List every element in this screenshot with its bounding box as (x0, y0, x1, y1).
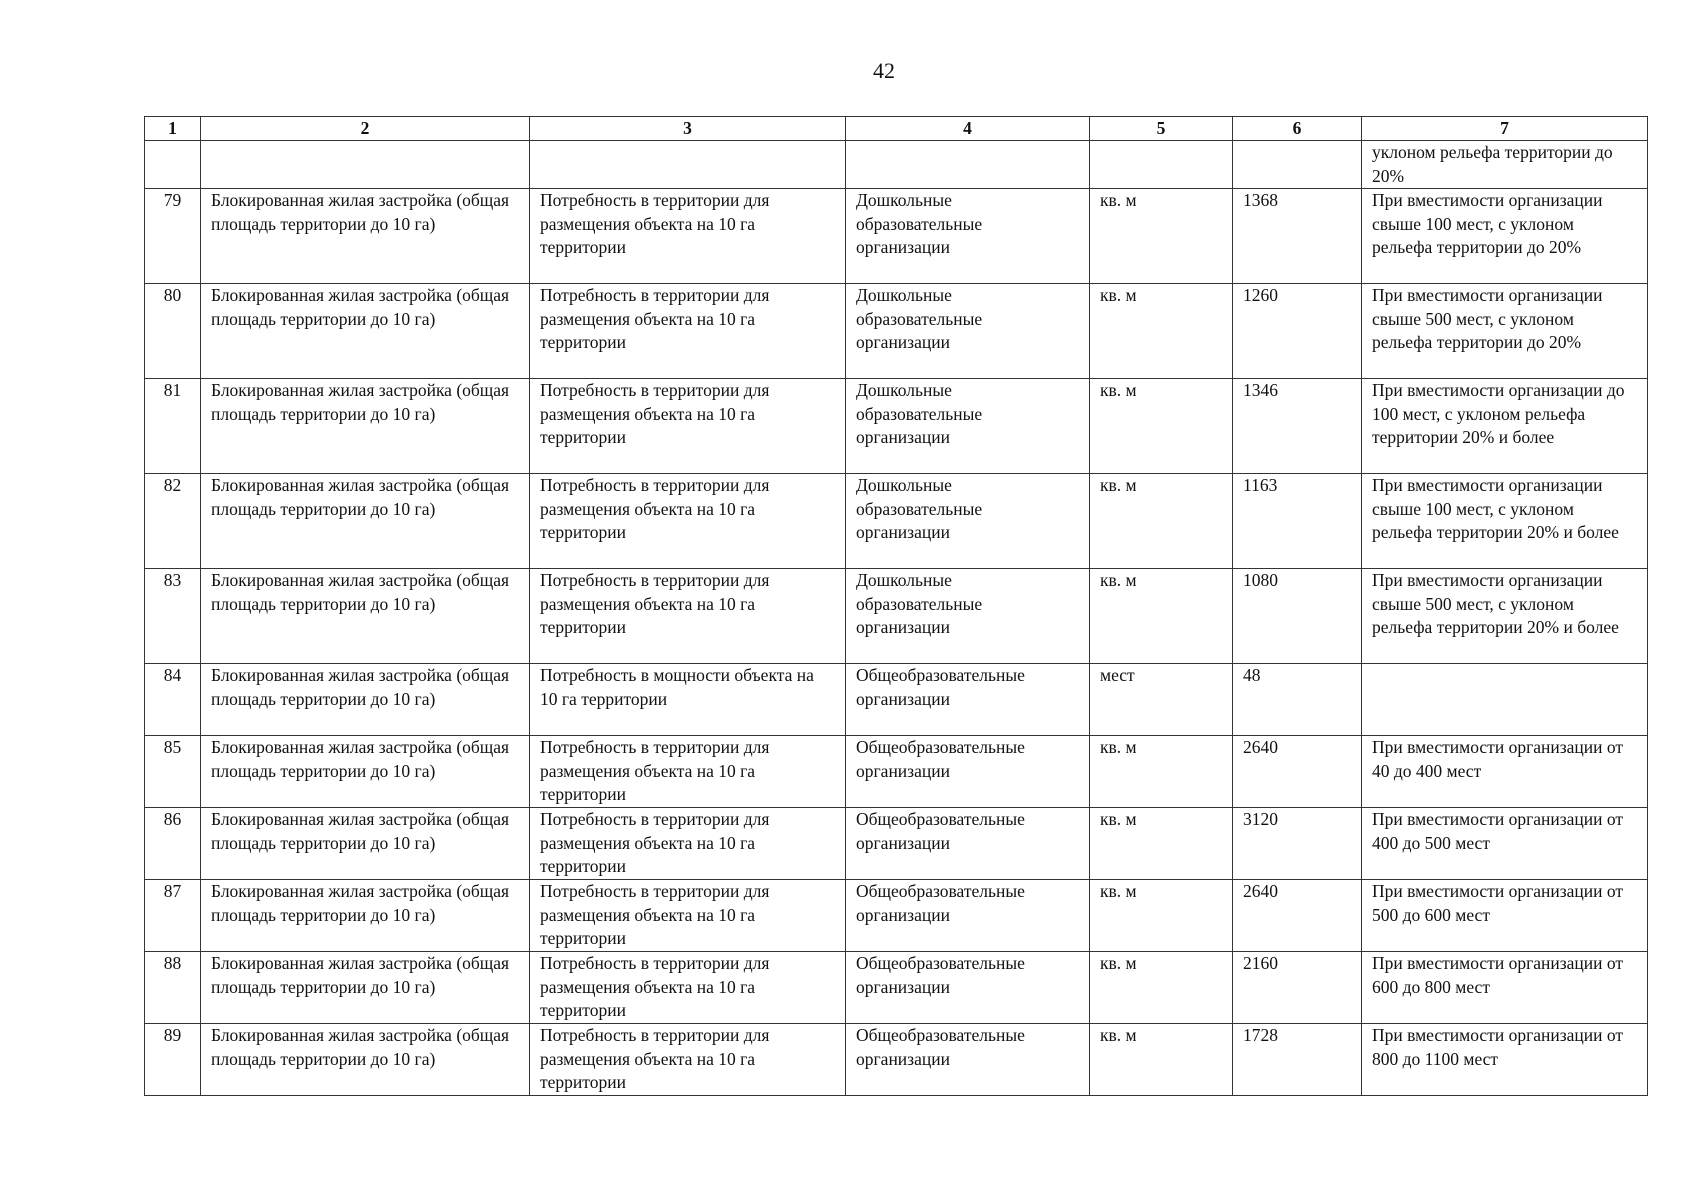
cell-note: При вместимости организации от 40 до 400 мест (1362, 736, 1648, 808)
cell-number: 82 (145, 474, 201, 569)
cell-unit: кв. м (1090, 189, 1233, 284)
cell-value: 1368 (1233, 189, 1362, 284)
cell-value: 1163 (1233, 474, 1362, 569)
cell-note: При вместимости организации свыше 100 мест, с уклоном рельефа территории до 20% (1362, 189, 1648, 284)
cell-indicator (530, 141, 846, 189)
table-row (145, 379, 1648, 474)
cell-development-type: Блокированная жилая застройка (общая площадь территории до 10 га) (201, 736, 530, 808)
header-col-7: 7 (1362, 117, 1648, 141)
table-row (145, 284, 1648, 379)
cell-number: 83 (145, 569, 201, 664)
cell-note: При вместимости организации свыше 500 мест, с уклоном рельефа территории до 20% (1362, 284, 1648, 379)
cell-value: 1728 (1233, 1024, 1362, 1096)
header-col-1: 1 (145, 117, 201, 141)
cell-facility-type: Дошкольные образовательные организации (846, 569, 1090, 664)
cell-value: 3120 (1233, 808, 1362, 880)
cell-facility-type: Дошкольные образовательные организации (846, 379, 1090, 474)
cell-facility-type: Общеобразовательные организации (846, 1024, 1090, 1096)
cell-development-type: Блокированная жилая застройка (общая площадь территории до 10 га) (201, 880, 530, 952)
cell-note: При вместимости организации от 800 до 1100 мест (1362, 1024, 1648, 1096)
cell-number (145, 141, 201, 189)
table-row (145, 736, 1648, 808)
header-col-4: 4 (846, 117, 1090, 141)
cell-unit (1090, 141, 1233, 189)
cell-development-type: Блокированная жилая застройка (общая площадь территории до 10 га) (201, 474, 530, 569)
cell-unit: кв. м (1090, 569, 1233, 664)
header-col-2: 2 (201, 117, 530, 141)
cell-indicator: Потребность в территории для размещения объекта на 10 га территории (530, 736, 846, 808)
cell-facility-type: Общеобразовательные организации (846, 952, 1090, 1024)
cell-number: 79 (145, 189, 201, 284)
cell-facility-type: Дошкольные образовательные организации (846, 474, 1090, 569)
cell-development-type: Блокированная жилая застройка (общая площадь территории до 10 га) (201, 569, 530, 664)
cell-note: При вместимости организации свыше 500 мест, с уклоном рельефа территории 20% и более (1362, 569, 1648, 664)
norms-table (144, 116, 1648, 1096)
cell-note: При вместимости организации до 100 мест, с уклоном рельефа территории 20% и более (1362, 379, 1648, 474)
cell-facility-type: Общеобразовательные организации (846, 664, 1090, 736)
cell-indicator: Потребность в территории для размещения объекта на 10 га территории (530, 808, 846, 880)
page-number: 42 (873, 58, 895, 83)
cell-note: При вместимости организации от 600 до 800 мест (1362, 952, 1648, 1024)
cell-unit: кв. м (1090, 736, 1233, 808)
cell-development-type: Блокированная жилая застройка (общая площадь территории до 10 га) (201, 189, 530, 284)
cell-facility-type: Дошкольные образовательные организации (846, 284, 1090, 379)
table-row-continuation (145, 141, 1648, 189)
cell-value: 2160 (1233, 952, 1362, 1024)
cell-facility-type (846, 141, 1090, 189)
cell-facility-type: Дошкольные образовательные организации (846, 189, 1090, 284)
table-row (145, 880, 1648, 952)
table-row (145, 189, 1648, 284)
cell-number: 81 (145, 379, 201, 474)
cell-development-type: Блокированная жилая застройка (общая площадь территории до 10 га) (201, 808, 530, 880)
cell-development-type (201, 141, 530, 189)
cell-number: 85 (145, 736, 201, 808)
cell-development-type: Блокированная жилая застройка (общая площадь территории до 10 га) (201, 379, 530, 474)
cell-number: 80 (145, 284, 201, 379)
table-row (145, 808, 1648, 880)
cell-value (1233, 141, 1362, 189)
cell-unit: кв. м (1090, 474, 1233, 569)
cell-note: уклоном рельефа территории до 20% (1362, 141, 1648, 189)
cell-unit: кв. м (1090, 379, 1233, 474)
cell-facility-type: Общеобразовательные организации (846, 808, 1090, 880)
table-row (145, 1024, 1648, 1096)
cell-development-type: Блокированная жилая застройка (общая площадь территории до 10 га) (201, 952, 530, 1024)
cell-facility-type: Общеобразовательные организации (846, 736, 1090, 808)
cell-indicator: Потребность в территории для размещения объекта на 10 га территории (530, 569, 846, 664)
cell-indicator: Потребность в территории для размещения объекта на 10 га территории (530, 379, 846, 474)
table-row (145, 569, 1648, 664)
cell-number: 87 (145, 880, 201, 952)
cell-value: 2640 (1233, 880, 1362, 952)
cell-number: 86 (145, 808, 201, 880)
cell-number: 88 (145, 952, 201, 1024)
cell-indicator: Потребность в территории для размещения объекта на 10 га территории (530, 1024, 846, 1096)
cell-value: 1080 (1233, 569, 1362, 664)
table-row (145, 664, 1648, 736)
header-row (145, 117, 1648, 141)
cell-number: 89 (145, 1024, 201, 1096)
cell-unit: мест (1090, 664, 1233, 736)
cell-note: При вместимости организации от 400 до 500 мест (1362, 808, 1648, 880)
cell-unit: кв. м (1090, 952, 1233, 1024)
cell-indicator: Потребность в территории для размещения объекта на 10 га территории (530, 474, 846, 569)
cell-note (1362, 664, 1648, 736)
cell-indicator: Потребность в мощности объекта на 10 га территории (530, 664, 846, 736)
cell-indicator: Потребность в территории для размещения объекта на 10 га территории (530, 284, 846, 379)
header-col-5: 5 (1090, 117, 1233, 141)
cell-number: 84 (145, 664, 201, 736)
cell-development-type: Блокированная жилая застройка (общая площадь территории до 10 га) (201, 1024, 530, 1096)
cell-unit: кв. м (1090, 1024, 1233, 1096)
cell-unit: кв. м (1090, 284, 1233, 379)
cell-indicator: Потребность в территории для размещения объекта на 10 га территории (530, 952, 846, 1024)
cell-indicator: Потребность в территории для размещения объекта на 10 га территории (530, 189, 846, 284)
table-row (145, 952, 1648, 1024)
cell-unit: кв. м (1090, 880, 1233, 952)
cell-value: 48 (1233, 664, 1362, 736)
header-col-3: 3 (530, 117, 846, 141)
cell-development-type: Блокированная жилая застройка (общая площадь территории до 10 га) (201, 664, 530, 736)
cell-indicator: Потребность в территории для размещения объекта на 10 га территории (530, 880, 846, 952)
cell-facility-type: Общеобразовательные организации (846, 880, 1090, 952)
cell-note: При вместимости организации от 500 до 600 мест (1362, 880, 1648, 952)
cell-value: 1346 (1233, 379, 1362, 474)
cell-unit: кв. м (1090, 808, 1233, 880)
cell-value: 1260 (1233, 284, 1362, 379)
cell-note: При вместимости организации свыше 100 мест, с уклоном рельефа территории 20% и более (1362, 474, 1648, 569)
cell-value: 2640 (1233, 736, 1362, 808)
table-row (145, 474, 1648, 569)
header-col-6: 6 (1233, 117, 1362, 141)
cell-development-type: Блокированная жилая застройка (общая площадь территории до 10 га) (201, 284, 530, 379)
